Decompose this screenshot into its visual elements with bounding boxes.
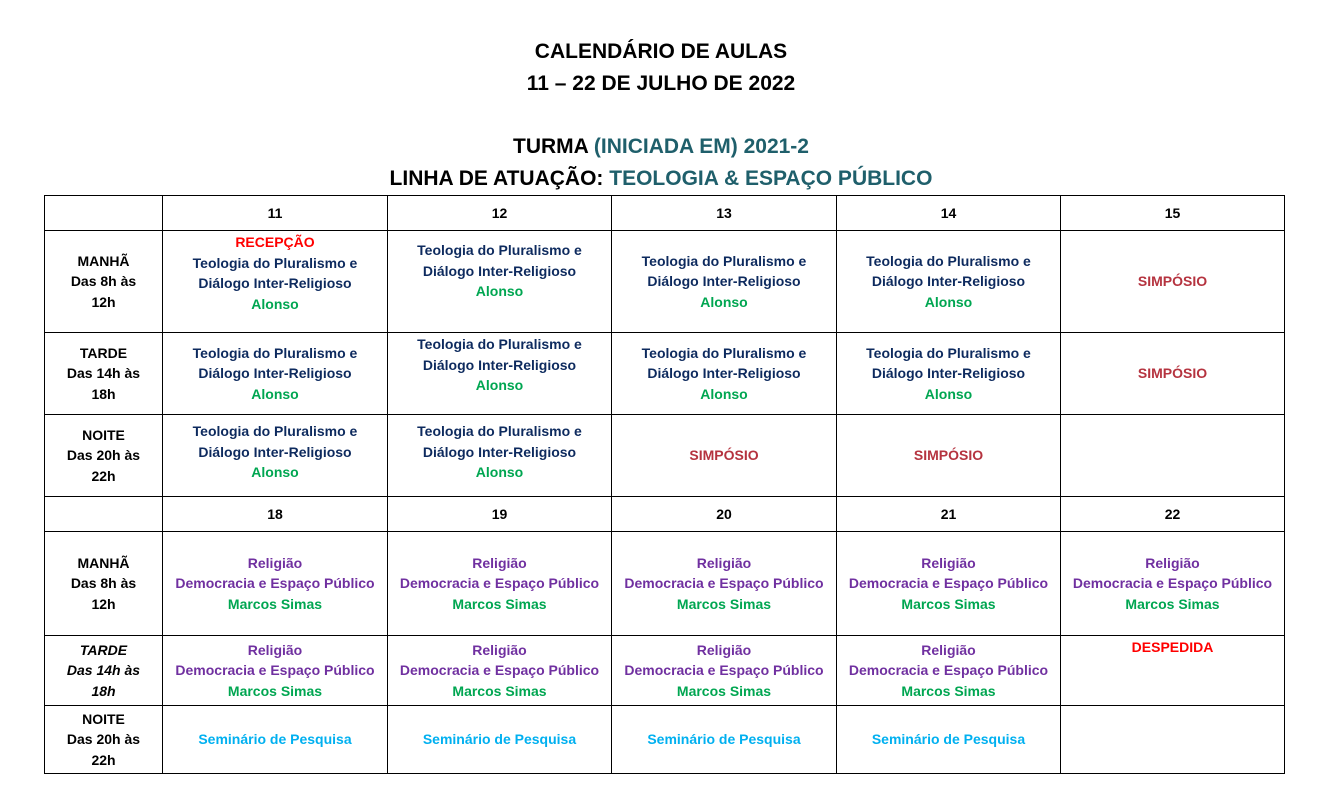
linha-line — [0, 163, 1322, 195]
teacher-name: Marcos Simas — [227, 595, 323, 612]
class-cell — [837, 532, 1061, 636]
course-subtitle: Diálogo Inter-Religioso — [198, 443, 352, 460]
teacher-name: Alonso — [475, 377, 524, 393]
teacher-name: Marcos Simas — [227, 682, 323, 699]
class-cell — [388, 333, 612, 415]
period-time: Das 8h às — [70, 273, 137, 290]
course-title: Teologia do Pluralismo e — [417, 336, 582, 352]
period-time-end: 18h — [91, 682, 116, 699]
course-title: Religião — [696, 554, 752, 571]
period-name: MANHÃ — [77, 554, 130, 571]
period-time-end: 22h — [91, 751, 116, 768]
course-subtitle: Democracia e Espaço Público — [624, 662, 824, 679]
class-cell — [388, 636, 612, 706]
course-title: Religião — [696, 641, 752, 658]
class-cell — [388, 532, 612, 636]
week2-tarde-row — [45, 636, 1285, 706]
course-subtitle: Diálogo Inter-Religioso — [198, 365, 352, 382]
teacher-name: Marcos Simas — [452, 682, 547, 699]
class-cell — [1061, 532, 1285, 636]
linha-value: TEOLOGIA & ESPAÇO PÚBLICO — [609, 167, 933, 190]
class-cell — [612, 231, 837, 333]
period-label — [45, 532, 163, 636]
seminario-event: Seminário de Pesquisa — [163, 706, 388, 774]
course-title: Religião — [1145, 554, 1200, 571]
class-cell — [163, 415, 388, 497]
teacher-name: Alonso — [251, 385, 299, 402]
course-title: Religião — [921, 641, 976, 658]
class-cell — [837, 333, 1061, 415]
schedule-table — [44, 195, 1285, 774]
recepcao-event: RECEPÇÃO — [235, 234, 315, 250]
course-title: Religião — [921, 554, 976, 571]
period-name: NOITE — [82, 710, 125, 727]
title-line-1: CALENDÁRIO DE AULAS — [534, 40, 788, 63]
period-label — [45, 333, 163, 415]
course-subtitle: Democracia e Espaço Público — [848, 575, 1049, 592]
period-label — [45, 415, 163, 497]
class-cell — [837, 231, 1061, 333]
course-subtitle: Diálogo Inter-Religioso — [871, 273, 1026, 290]
period-time: Das 8h às — [70, 575, 137, 592]
class-cell — [163, 636, 388, 706]
period-label — [45, 231, 163, 333]
course-subtitle: Democracia e Espaço Público — [175, 575, 375, 592]
despedida-event: DESPEDIDA — [1061, 636, 1285, 706]
course-title: Teologia do Pluralismo e — [641, 252, 807, 269]
day-header: 22 — [1061, 497, 1285, 532]
class-subtitle — [0, 131, 1322, 195]
week2-header-row — [45, 497, 1285, 532]
class-cell — [163, 532, 388, 636]
calendar-title — [0, 36, 1322, 100]
course-title: Religião — [247, 554, 303, 571]
title-line-2: 11 – 22 DE JULHO DE 2022 — [526, 72, 796, 95]
course-subtitle: Diálogo Inter-Religioso — [422, 262, 577, 279]
turma-line — [0, 131, 1322, 163]
teacher-name: Alonso — [475, 283, 524, 299]
week2-manha-row — [45, 532, 1285, 636]
day-header: 21 — [837, 497, 1061, 532]
course-title: Religião — [472, 554, 527, 571]
period-name: TARDE — [79, 344, 128, 361]
class-cell — [612, 636, 837, 706]
day-header: 19 — [388, 497, 612, 532]
teacher-name: Marcos Simas — [901, 595, 996, 612]
empty-cell — [1061, 415, 1285, 497]
course-title: Teologia do Pluralismo e — [866, 344, 1031, 361]
teacher-name: Alonso — [924, 293, 973, 310]
day-header: 18 — [163, 497, 388, 532]
week1-manha-row — [45, 231, 1285, 333]
week1-noite-row — [45, 415, 1285, 497]
class-cell — [612, 333, 837, 415]
week1-tarde-row — [45, 333, 1285, 415]
class-cell — [388, 415, 612, 497]
class-cell — [163, 231, 388, 333]
course-title: Teologia do Pluralismo e — [192, 344, 358, 361]
course-title: Teologia do Pluralismo e — [192, 423, 358, 439]
teacher-name: Marcos Simas — [901, 682, 996, 699]
course-subtitle: Diálogo Inter-Religioso — [871, 365, 1026, 382]
course-title: Religião — [247, 641, 303, 658]
period-time: Das 20h às — [66, 447, 141, 464]
teacher-name: Marcos Simas — [676, 682, 772, 699]
corner-cell — [45, 196, 163, 231]
linha-label: LINHA DE ATUAÇÃO: — [389, 167, 610, 190]
course-subtitle: Diálogo Inter-Religioso — [422, 356, 577, 373]
seminario-event: Seminário de Pesquisa — [388, 706, 612, 774]
simposio-event: SIMPÓSIO — [837, 415, 1061, 497]
period-time-end: 12h — [91, 293, 116, 310]
empty-cell — [1061, 706, 1285, 774]
week1-header-row — [45, 196, 1285, 231]
simposio-event: SIMPÓSIO — [1061, 333, 1285, 415]
teacher-name: Alonso — [475, 464, 524, 480]
period-time-end: 12h — [91, 595, 116, 612]
period-name: MANHÃ — [77, 252, 130, 269]
period-time: Das 14h às — [66, 662, 141, 679]
course-subtitle: Democracia e Espaço Público — [1072, 575, 1273, 592]
day-header: 11 — [163, 196, 388, 231]
course-title: Religião — [472, 641, 527, 658]
period-time-end: 18h — [91, 385, 116, 402]
teacher-name: Alonso — [700, 293, 748, 310]
teacher-name: Marcos Simas — [676, 595, 772, 612]
week2-noite-row — [45, 706, 1285, 774]
teacher-name: Marcos Simas — [1125, 595, 1220, 612]
period-label — [45, 636, 163, 706]
course-subtitle: Democracia e Espaço Público — [399, 662, 600, 679]
simposio-event: SIMPÓSIO — [1061, 231, 1285, 333]
course-subtitle: Diálogo Inter-Religioso — [647, 273, 801, 290]
day-header: 20 — [612, 497, 837, 532]
course-title: Teologia do Pluralismo e — [641, 344, 807, 361]
period-name: TARDE — [79, 641, 128, 658]
period-time-end: 22h — [91, 467, 116, 484]
day-header: 12 — [388, 196, 612, 231]
day-header: 15 — [1061, 196, 1285, 231]
class-cell — [837, 636, 1061, 706]
teacher-name: Alonso — [700, 385, 748, 402]
day-header: 13 — [612, 196, 837, 231]
period-time: Das 20h às — [66, 731, 141, 748]
course-title: Teologia do Pluralismo e — [866, 252, 1031, 269]
course-subtitle: Democracia e Espaço Público — [848, 662, 1049, 679]
course-subtitle: Democracia e Espaço Público — [399, 575, 600, 592]
class-cell — [612, 532, 837, 636]
turma-value: (INICIADA EM) 2021-2 — [593, 135, 809, 158]
teacher-name: Alonso — [251, 464, 299, 480]
course-subtitle: Diálogo Inter-Religioso — [647, 365, 801, 382]
class-cell — [388, 231, 612, 333]
simposio-event: SIMPÓSIO — [612, 415, 837, 497]
course-subtitle: Diálogo Inter-Religioso — [198, 275, 352, 291]
seminario-event: Seminário de Pesquisa — [837, 706, 1061, 774]
class-cell — [163, 333, 388, 415]
period-time: Das 14h às — [66, 365, 141, 382]
teacher-name: Alonso — [924, 385, 973, 402]
course-subtitle: Democracia e Espaço Público — [624, 575, 824, 592]
seminario-event: Seminário de Pesquisa — [612, 706, 837, 774]
day-header: 14 — [837, 196, 1061, 231]
course-subtitle: Democracia e Espaço Público — [175, 662, 375, 679]
teacher-name: Alonso — [251, 295, 299, 312]
course-title: Teologia do Pluralismo e — [192, 254, 358, 271]
course-title: Teologia do Pluralismo e — [417, 423, 582, 439]
period-label — [45, 706, 163, 774]
corner-cell — [45, 497, 163, 532]
teacher-name: Marcos Simas — [452, 595, 547, 612]
turma-label: TURMA — [513, 135, 594, 158]
course-subtitle: Diálogo Inter-Religioso — [422, 443, 577, 460]
period-name: NOITE — [82, 426, 125, 443]
course-title: Teologia do Pluralismo e — [417, 242, 582, 258]
